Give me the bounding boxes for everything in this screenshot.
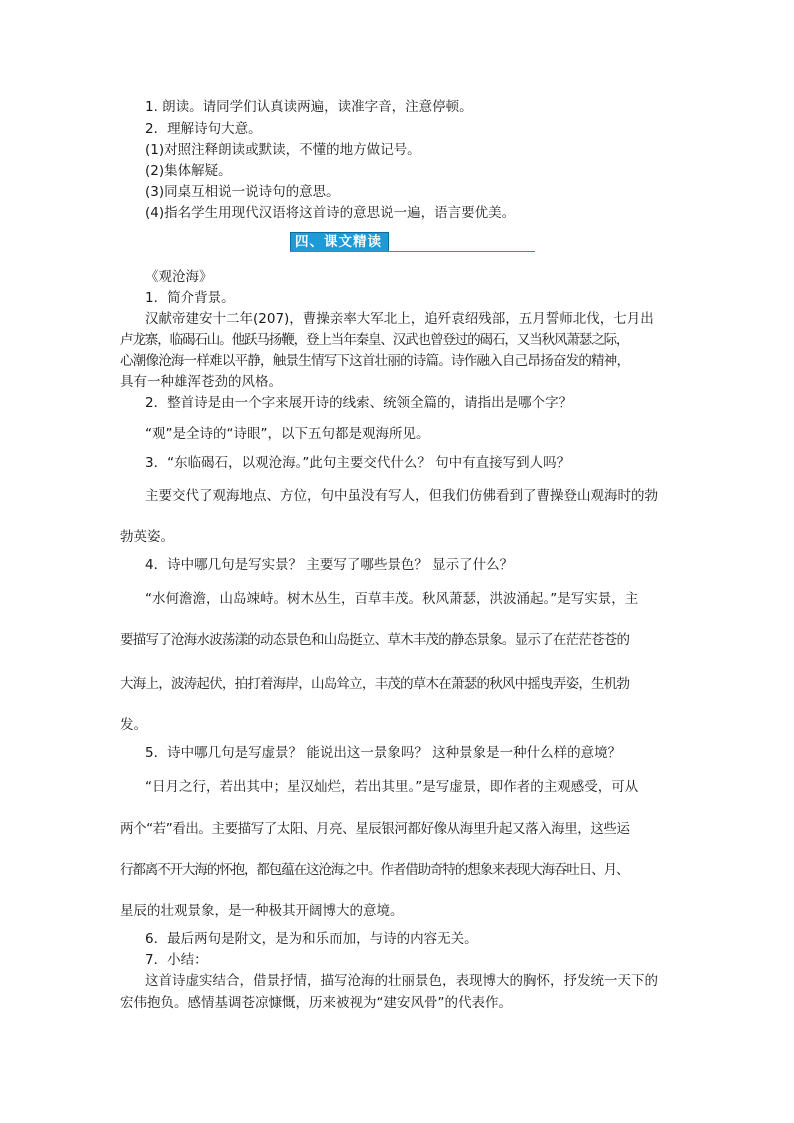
answer-line: 大海上，波涛起伏，拍打着海岸，山岛耸立，丰茂的草木在萧瑟的秋风中摇曳弄姿，生机勃 <box>120 676 630 692</box>
question-line: 2．整首诗是由一个字来展开诗的线索、统领全篇的，请指出是哪个字？ <box>145 395 573 411</box>
answer-line: 要描写了沧海水波荡漾的动态景色和山岛挺立、草木丰茂的静态景象。显示了在茫茫苍苍的 <box>120 632 630 648</box>
answer-line: “日月之行，若出其中；星汉灿烂，若出其里。”是写虚景，即作者的主观感受，可从 <box>145 779 639 795</box>
text-line: 卢龙寨，临碣石山。他跃马扬鞭，登上当年秦皇、汉武也曾登过的碣石，又当秋风萧瑟之际， <box>120 332 629 348</box>
text-line: (2)集体解疑。 <box>145 163 232 179</box>
text-line: 1. 朗读。请同学们认真读两遍，读准字音，注意停顿。 <box>145 99 473 115</box>
text-line: 汉献帝建安十二年(207)，曹操亲率大军北上，追歼袁绍残部，五月誓师北伐，七月出 <box>145 311 654 327</box>
summary-line: 宏伟抱负。感情基调苍凉慷慨，历来被视为“建安风骨”的代表作。 <box>120 995 512 1011</box>
summary-line: 这首诗虚实结合，借景抒情，描写沧海的壮丽景色，表现博大的胸怀，抒发统一天下的 <box>145 973 658 989</box>
text-line: 2．理解诗句大意。 <box>145 121 262 137</box>
text-line: 1．简介背景。 <box>145 290 235 306</box>
section-underline <box>290 251 535 252</box>
question-line: 4．诗中哪几句是写实景？ 主要写了哪些景色？ 显示了什么？ <box>145 557 514 573</box>
section-title: 四、课文精读 <box>290 232 389 252</box>
answer-line: 发。 <box>120 717 147 733</box>
text-line: (1)对照注释朗读或默读，不懂的地方做记号。 <box>145 142 421 158</box>
answer-line: “水何澹澹，山岛竦峙。树木丛生，百草丰茂。秋风萧瑟，洪波涌起。”是写实景，主 <box>145 591 639 607</box>
text-line: (3)同桌互相说一说诗句的意思。 <box>145 184 340 200</box>
question-line: 3．“东临碣石，以观沧海。”此句主要交代什么？ 句中有直接写到人吗？ <box>145 455 571 471</box>
text-line: (4)指名学生用现代汉语将这首诗的意思说一遍，语言要优美。 <box>145 205 516 221</box>
poem-title: 《观沧海》 <box>145 269 213 285</box>
answer-line: 两个“若”看出。主要描写了太阳、月亮、星辰银河都好像从海里升起又落入海里，这些运 <box>120 821 630 837</box>
answer-line: 星辰的壮观景象，是一种极其开阔博大的意境。 <box>120 903 404 919</box>
text-line: 7．小结： <box>145 952 208 968</box>
question-line: 5．诗中哪几句是写虚景？ 能说出这一景象吗？ 这种景象是一种什么样的意境？ <box>145 745 622 761</box>
text-line: 6．最后两句是附文，是为和乐而加，与诗的内容无关。 <box>145 931 478 947</box>
answer-line: “观”是全诗的“诗眼”，以下五句都是观海所见。 <box>145 426 430 442</box>
answer-line: 行都离不开大海的怀抱，都包蕴在这沧海之中。作者借助奇特的想象来表现大海吞吐日、月、 <box>120 862 629 878</box>
answer-line: 主要交代了观海地点、方位，句中虽没有写人，但我们仿佛看到了曹操登山观海时的勃 <box>145 488 658 504</box>
text-line: 心潮像沧海一样难以平静，触景生情写下这首壮丽的诗篇。诗作融入自己昂扬奋发的精神， <box>120 353 630 369</box>
text-line: 具有一种雄浑苍劲的风格。 <box>120 374 282 390</box>
section-heading <box>290 232 535 252</box>
answer-line: 勃英姿。 <box>120 529 174 545</box>
